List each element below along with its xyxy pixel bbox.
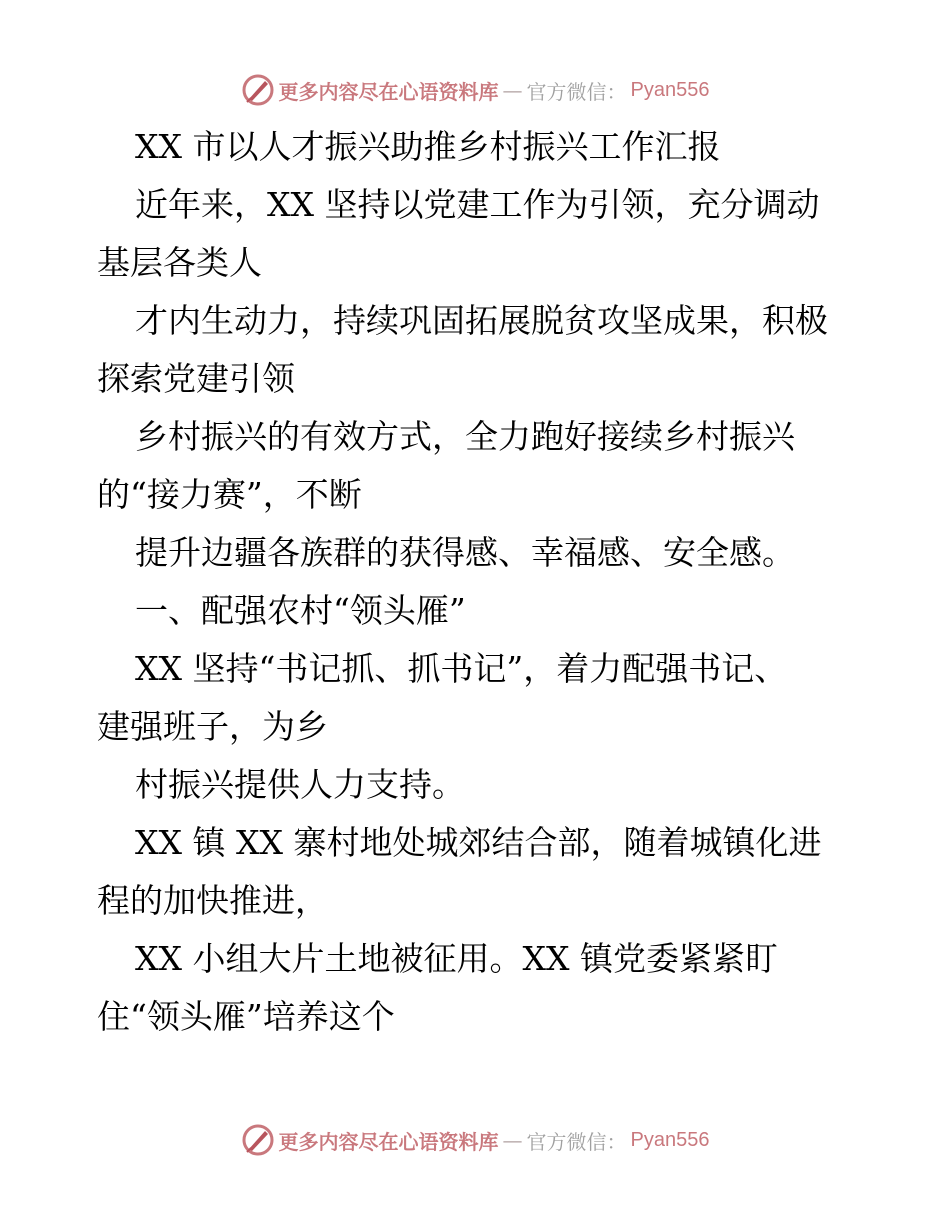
document-line: 基层各类人 <box>97 243 262 282</box>
document-line: 才内生动力，持续巩固拓展脱贫攻坚成果，积极 <box>135 301 828 340</box>
document-line: 住“领头雁”培养这个 <box>97 997 395 1036</box>
watermark-text: 更多内容尽在心语资料库 <box>278 1129 499 1154</box>
header-watermark <box>0 70 950 110</box>
watermark-text: 更多内容尽在心语资料库 <box>278 79 499 104</box>
document-line: 乡村振兴的有效方式，全力跑好接续乡村振兴 <box>135 417 795 456</box>
document-line: XX 镇 XX 寨村地处城郊结合部，随着城镇化进 <box>135 823 822 862</box>
watermark-wechat-label: 官方微信： <box>526 1129 627 1154</box>
quill-logo-icon <box>241 73 275 107</box>
document-line: 建强班子，为乡 <box>97 707 328 746</box>
document-line: 的“接力赛”，不断 <box>97 475 362 514</box>
document-line: 一、配强农村“领头雁” <box>135 591 466 630</box>
watermark-dash: — <box>502 1128 523 1152</box>
document-line: XX 坚持“书记抓、抓书记”，着力配强书记、 <box>135 649 788 688</box>
document-line: 村振兴提供人力支持。 <box>135 765 465 804</box>
watermark-wechat-label: 官方微信： <box>526 79 627 104</box>
document-line: 程的加快推进， <box>97 881 328 920</box>
footer-watermark <box>0 1120 950 1160</box>
document-line: 探索党建引领 <box>97 359 295 398</box>
document-line: 近年来，XX 坚持以党建工作为引领，充分调动 <box>135 185 820 224</box>
watermark-wechat-id: Pyan556 <box>630 1128 710 1151</box>
watermark-dash: — <box>502 78 523 102</box>
watermark-wechat-id: Pyan556 <box>630 78 710 101</box>
document-line: 提升边疆各族群的获得感、幸福感、安全感。 <box>135 533 795 572</box>
quill-logo-icon <box>241 1123 275 1157</box>
document-line: XX 市以人才振兴助推乡村振兴工作汇报 <box>135 127 721 166</box>
document-line: XX 小组大片土地被征用。XX 镇党委紧紧盯 <box>135 939 778 978</box>
document-body <box>97 118 857 1046</box>
